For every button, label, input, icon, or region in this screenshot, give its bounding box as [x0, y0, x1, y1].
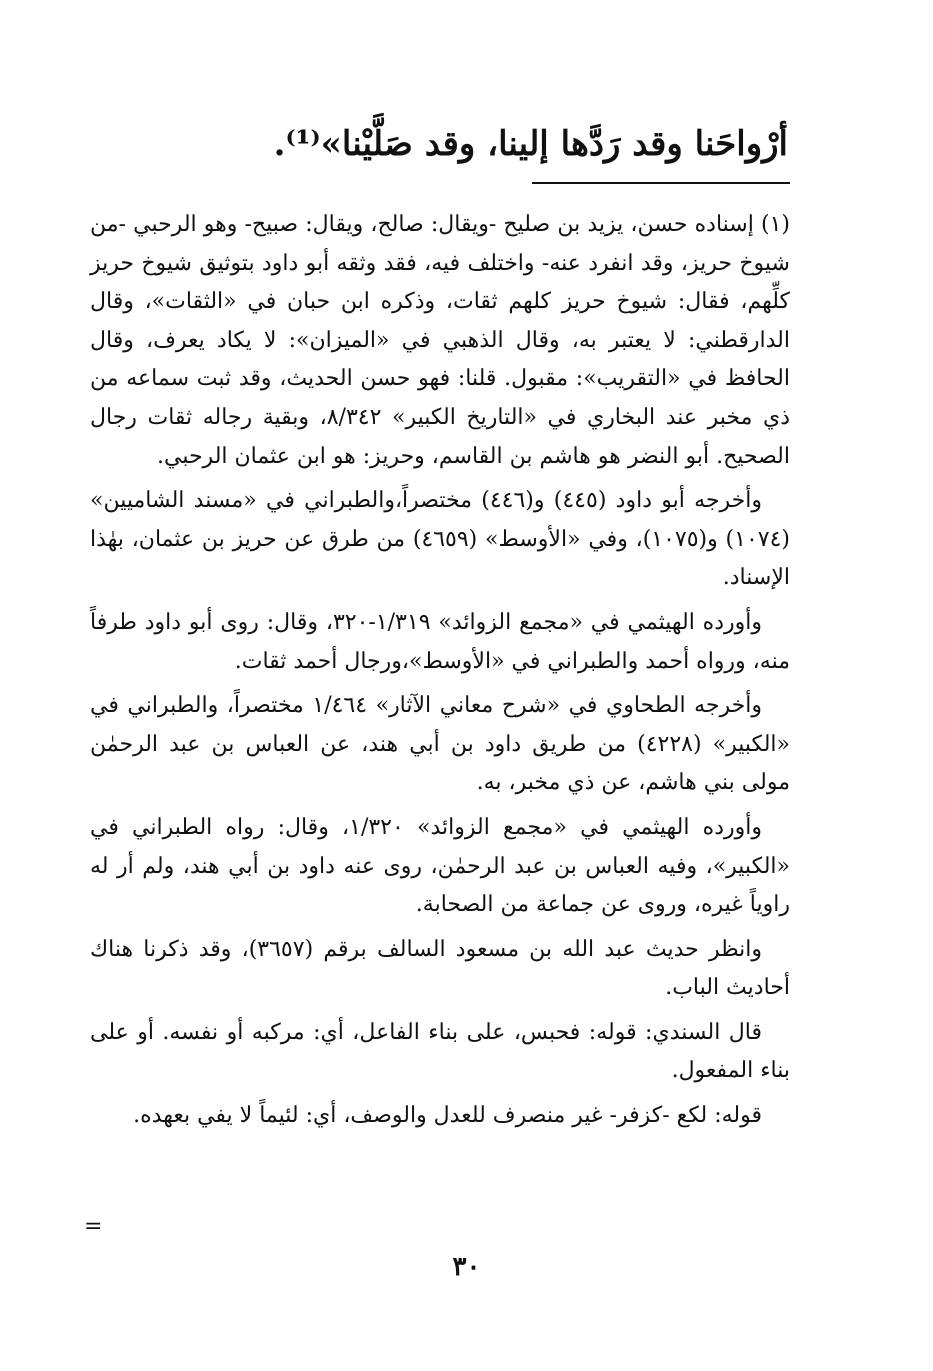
page-number: ٣٠ [452, 1252, 481, 1282]
footnote-paragraph: وأخرجه الطحاوي في «شرح معاني الآثار» ١/٤٦٤ مختصراً، والطبراني في «الكبير» (٤٢٢٨) من طريق داود بن أبي هند، عن العباس بن عبد الرحمٰن مولى بني هاشم، عن ذي مخبر، به. [90, 693, 790, 796]
footnote-paragraph: وأخرجه أبو داود (٤٤٥) و(٤٤٦) مختصراً،والطبراني في «مسند الشاميين» (١٠٧٤) و(١٠٧٥)، وفي «الأوسط» (٤٦٥٩) من طرق عن حريز بن عثمان، بهٰذا الإسناد. [90, 488, 790, 591]
main-text-line: أرْواحَنا وقد رَدَّها إلينا، وقد صَلَّيْنا»⁽¹⁾. [273, 124, 788, 164]
continuation-mark: = [84, 1214, 103, 1239]
footnote-paragraph: قال السندي: قوله: فحبس، على بناء الفاعل، أي: مركبه أو نفسه. أو على بناء المفعول. [90, 1019, 790, 1084]
footnote-paragraph: وأورده الهيثمي في «مجمع الزوائد» ١/٣٢٠، وقال: رواه الطبراني في «الكبير»، وفيه العباس بن عبد الرحمٰن، روى عنه داود بن أبي هند، ولم أر له راوياً غيره، وروى عن جماعة من الصحابة. [90, 814, 790, 918]
footnotes-section [90, 206, 790, 1142]
footnote-paragraph: وأورده الهيثمي في «مجمع الزوائد» ١/٣١٩-٣٢٠، وقال: روى أبو داود طرفاً منه، ورواه أحمد والطبراني في «الأوسط»،ورجال أحمد ثقات. [90, 609, 790, 674]
footnote-paragraph: قوله: لكع -كزفر- غير منصرف للعدل والوصف، أي: لئيماً لا يفي بعهده. [133, 1103, 762, 1129]
footnote-paragraph: (١) إسناده حسن، يزيد بن صليح -ويقال: صالح، ويقال: صبيح- وهو الرحبي -من شيوخ حريز، وقد انفرد عنه- واختلف فيه، فقد وثقه أبو داود بتوثيق شيوخ حريز كلِّهم، فقال: شيوخ حريز كلهم ثقات، وذكره ابن حبان في «الثقات»، وقال الدارقطني: لا يعتبر به، وقال الذهبي في «الميزان»: لا يكاد يعرف، وقال الحافظ في «التقريب»: مقبول. قلنا: فهو حسن الحديث، وقد ثبت سماعه من ذي مخبر عند البخاري في «التاريخ الكبير» ٨/٣٤٢، وبقية رجاله ثقات رجال الصحيح. أبو النضر هو هاشم بن القاسم، وحريز: هو ابن عثمان الرحبي. [90, 212, 790, 469]
footnote-paragraph: وانظر حديث عبد الله بن مسعود السالف برقم (٣٦٥٧)، وقد ذكرنا هناك أحاديث الباب. [90, 936, 790, 1001]
footnote-divider [532, 182, 790, 184]
